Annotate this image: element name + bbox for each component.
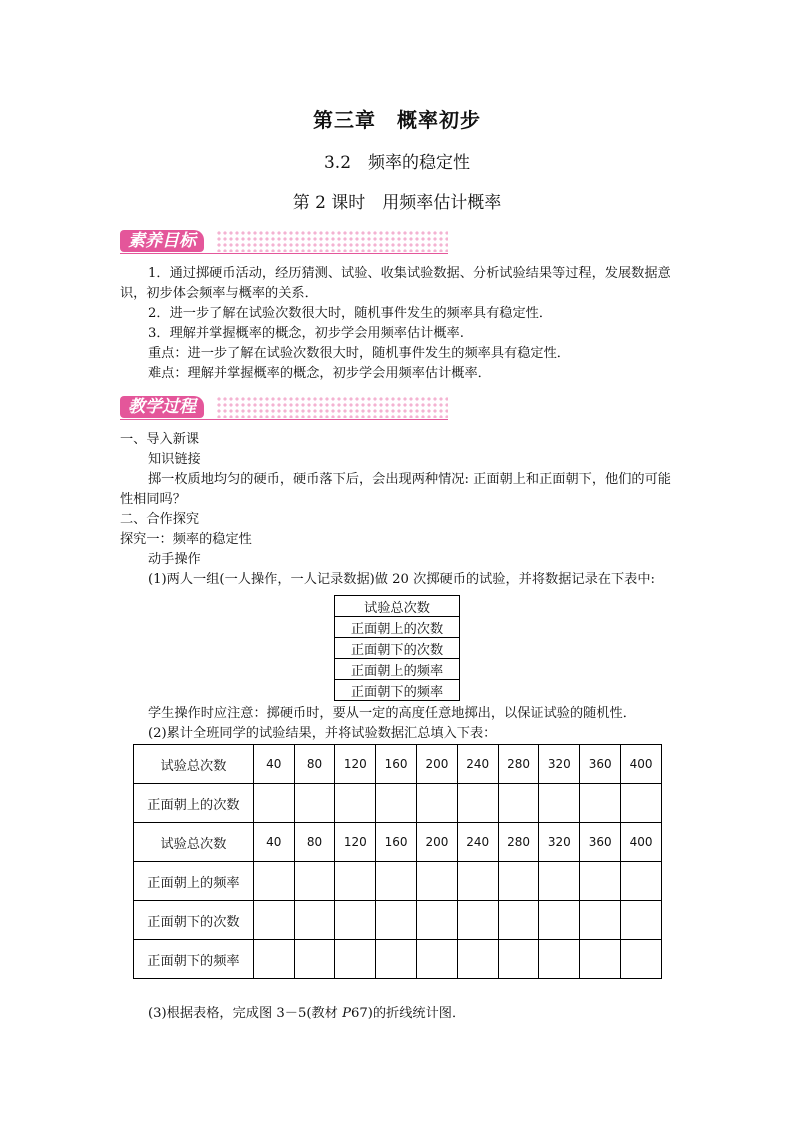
key-point: 重点：进一步了解在试验次数很大时，随机事件发生的频率具有稳定性． (148, 346, 570, 361)
trial-count-cell: 40 (253, 745, 294, 784)
empty-cell (253, 901, 294, 940)
empty-cell (376, 940, 417, 979)
empty-cell (335, 862, 376, 901)
banner-dots-decoration (216, 396, 448, 418)
empty-cell (335, 940, 376, 979)
trial-count-cell: 360 (580, 745, 621, 784)
section-title: 3.2 频率的稳定性 (323, 153, 471, 173)
step-3-text: (3)根据表格，完成图 3－5(教材 (148, 1006, 343, 1021)
table-row (134, 901, 662, 940)
operation-note: 学生操作时应注意：掷硬币时，要从一定的高度任意地掷出，以保证试验的随机性． (148, 706, 636, 721)
empty-cell (335, 784, 376, 823)
empty-cell (621, 862, 662, 901)
chapter-title: 第三章 概率初步 (313, 108, 481, 132)
small-table-cell: 正面朝下的次数 (335, 638, 460, 659)
step-3-page-letter: P (342, 1006, 351, 1021)
empty-cell (498, 784, 539, 823)
trial-count-cell: 200 (417, 823, 458, 862)
trial-count-cell: 280 (498, 823, 539, 862)
empty-cell (580, 940, 621, 979)
trial-count-cell: 280 (498, 745, 539, 784)
empty-cell (457, 784, 498, 823)
trial-count-cell: 240 (457, 745, 498, 784)
explore-one: 探究一：频率的稳定性 (120, 532, 252, 547)
empty-cell (539, 940, 580, 979)
table-row (134, 784, 662, 823)
trial-count-cell: 120 (335, 745, 376, 784)
empty-cell (294, 784, 335, 823)
empty-cell (498, 940, 539, 979)
step-1: (1)两人一组(一人操作，一人记录数据)做 20 次掷硬币的试验，并将数据记录在下表中: (148, 572, 655, 587)
record-table-large (133, 744, 662, 979)
goals-banner-label: 素养目标 (120, 230, 204, 252)
table-row (134, 745, 662, 784)
step-3 (148, 1004, 688, 1024)
trial-count-cell: 80 (294, 823, 335, 862)
trial-count-cell: 320 (539, 823, 580, 862)
step-3-page-number: 67 (350, 1006, 368, 1021)
intro-text: 掷一枚质地均匀的硬币，硬币落下后，会出现两种情况: 正面朝上和正面朝下，他们的可能性相同吗？ (120, 472, 671, 507)
empty-cell (498, 862, 539, 901)
step-2: (2)累计全班同学的试验结果，并将试验数据汇总填入下表： (148, 726, 497, 741)
small-table-cell: 试验总次数 (335, 596, 460, 617)
row-label: 正面朝上的频率 (134, 862, 254, 901)
record-table-small (334, 595, 460, 701)
goal-item-2: 2．进一步了解在试验次数很大时，随机事件发生的频率具有稳定性． (148, 306, 553, 321)
empty-cell (580, 784, 621, 823)
empty-cell (335, 901, 376, 940)
trial-count-cell: 320 (539, 745, 580, 784)
banner-underline (120, 253, 448, 254)
banner-dots-decoration (216, 230, 448, 252)
empty-cell (294, 862, 335, 901)
process-banner (120, 396, 448, 418)
process-banner-label: 教学过程 (120, 396, 204, 418)
empty-cell (417, 901, 458, 940)
empty-cell (580, 862, 621, 901)
empty-cell (539, 784, 580, 823)
small-table-cell: 正面朝上的次数 (335, 617, 460, 638)
knowledge-link: 知识链接 (148, 452, 201, 467)
row-label: 正面朝下的次数 (134, 901, 254, 940)
table-row (134, 862, 662, 901)
empty-cell (253, 940, 294, 979)
step-3-text-end: )的折线统计图． (367, 1006, 466, 1021)
trial-count-cell: 200 (417, 745, 458, 784)
trial-count-cell: 400 (621, 823, 662, 862)
goal-item-3: 3．理解并掌握概率的概念，初步学会用频率估计概率. (148, 326, 464, 341)
table-row (134, 940, 662, 979)
empty-cell (376, 901, 417, 940)
empty-cell (417, 940, 458, 979)
process-section (120, 430, 676, 590)
small-table-cell: 正面朝下的频率 (335, 680, 460, 701)
empty-cell (253, 784, 294, 823)
goal-item-1: 1．通过掷硬币活动，经历猜测、试验、收集试验数据、分析试验结果等过程，发展数据意识，初步体会频率与概率的关系． (120, 266, 671, 301)
trial-count-cell: 400 (621, 745, 662, 784)
empty-cell (417, 784, 458, 823)
hands-on: 动手操作 (148, 552, 201, 567)
trial-count-cell: 360 (580, 823, 621, 862)
trial-count-cell: 80 (294, 745, 335, 784)
lesson-title: 第 2 课时 用频率估计概率 (292, 193, 502, 213)
empty-cell (580, 901, 621, 940)
trial-count-cell: 160 (376, 745, 417, 784)
empty-cell (457, 901, 498, 940)
empty-cell (294, 901, 335, 940)
empty-cell (621, 940, 662, 979)
empty-cell (294, 940, 335, 979)
row-label: 正面朝上的次数 (134, 784, 254, 823)
explore-heading: 二、合作探究 (120, 512, 200, 527)
empty-cell (621, 901, 662, 940)
empty-cell (417, 862, 458, 901)
intro-heading: 一、导入新课 (120, 432, 200, 447)
difficulty-point: 难点：理解并掌握概率的概念，初步学会用频率估计概率． (148, 366, 491, 381)
row-label: 正面朝下的频率 (134, 940, 254, 979)
goals-section (120, 264, 676, 384)
row-label: 试验总次数 (134, 745, 254, 784)
small-table-cell: 正面朝上的频率 (335, 659, 460, 680)
empty-cell (253, 862, 294, 901)
empty-cell (539, 862, 580, 901)
banner-underline (120, 419, 448, 420)
empty-cell (539, 901, 580, 940)
trial-count-cell: 40 (253, 823, 294, 862)
notes-section (120, 704, 680, 744)
table-row (134, 823, 662, 862)
row-label: 试验总次数 (134, 823, 254, 862)
empty-cell (498, 901, 539, 940)
empty-cell (457, 862, 498, 901)
empty-cell (376, 784, 417, 823)
empty-cell (621, 784, 662, 823)
trial-count-cell: 160 (376, 823, 417, 862)
trial-count-cell: 120 (335, 823, 376, 862)
trial-count-cell: 240 (457, 823, 498, 862)
empty-cell (457, 940, 498, 979)
goals-banner (120, 230, 448, 252)
empty-cell (376, 862, 417, 901)
